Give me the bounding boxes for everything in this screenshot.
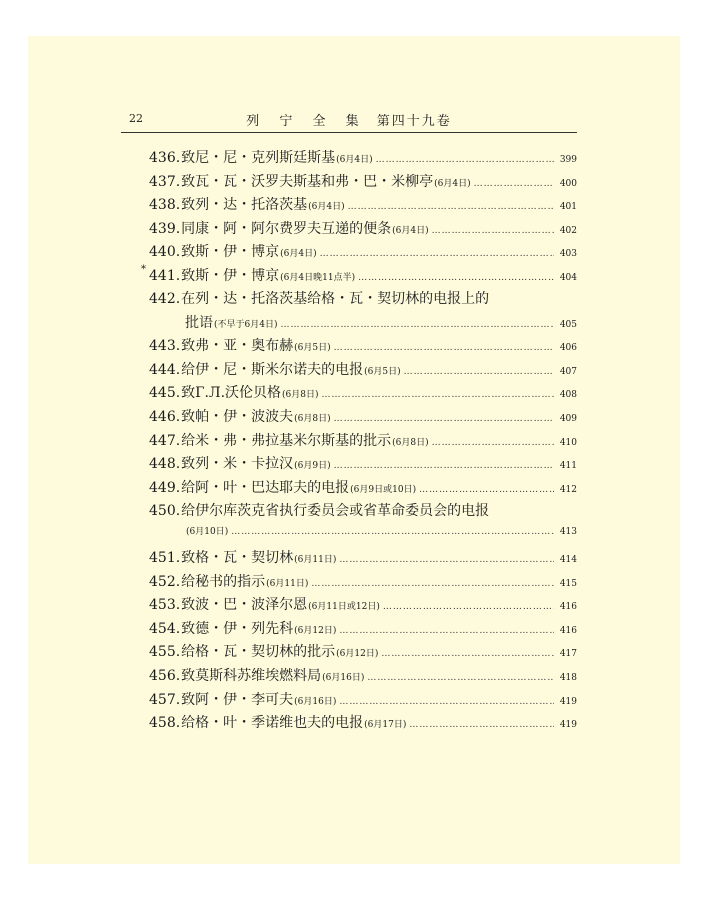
entry-number: 440.	[149, 244, 181, 261]
toc-entry	[121, 332, 577, 356]
toc-entry	[121, 403, 577, 427]
dot-leader	[419, 485, 554, 495]
book-title: 列 宁 全 集	[246, 114, 367, 129]
dot-leader	[334, 343, 554, 353]
entry-title: 致列・达・托洛茨基	[181, 197, 308, 214]
entry-title: 给伊・尼・斯米尔诺夫的电报	[181, 361, 364, 378]
entry-title: 致弗・亚・奥布赫	[181, 338, 294, 355]
entry-title: 同康・阿・阿尔费罗夫互递的便条	[181, 220, 392, 237]
entry-page-number: 408	[559, 390, 577, 401]
entry-date-note: (6月9日)	[294, 461, 331, 472]
toc-entry	[121, 191, 577, 215]
entry-date-note: (6月9日或10日)	[350, 484, 417, 495]
dot-leader	[339, 697, 554, 707]
entry-title: 给米・弗・弗拉基米尔斯基的批示	[181, 432, 392, 449]
entry-number: 450.	[149, 503, 181, 520]
entry-page-number: 416	[559, 625, 577, 636]
entry-date-note: (6月12日)	[294, 625, 337, 636]
dot-leader	[432, 226, 554, 236]
toc-entry	[121, 168, 577, 192]
entry-number: 455.	[149, 644, 181, 661]
entry-title: 致Г.Л.沃伦贝格	[181, 385, 282, 402]
toc-entry	[121, 356, 577, 380]
entry-number: 442.	[149, 291, 181, 308]
toc-entry	[121, 427, 577, 451]
entry-title: 致尼・尼・克列斯廷斯基	[181, 150, 336, 166]
entry-page-number: 405	[559, 319, 577, 330]
toc-entry	[121, 262, 577, 286]
entry-date-note: (6月16日)	[294, 696, 337, 707]
toc-entry	[121, 474, 577, 498]
entry-number: 446.	[149, 409, 181, 426]
page-number: 22	[129, 112, 143, 125]
dot-leader	[404, 367, 554, 377]
dot-leader	[381, 649, 554, 659]
dot-leader	[348, 202, 554, 212]
toc-entry	[121, 709, 577, 733]
toc-entry	[121, 662, 577, 686]
running-header	[121, 110, 577, 133]
entry-number: 449.	[149, 479, 181, 496]
entry-title: 在列・达・托洛茨基给格・瓦・契切林的电报上的	[181, 291, 490, 308]
entry-date-note: (6月17日)	[364, 720, 407, 731]
entry-title: 致斯・伊・博京	[181, 244, 280, 261]
toc-entry	[121, 450, 577, 474]
entry-title: 致波・巴・波泽尔恩	[181, 597, 308, 614]
toc-entry	[121, 144, 577, 168]
dot-leader	[334, 461, 554, 471]
entry-number: 438.	[149, 197, 181, 214]
dot-leader	[334, 414, 554, 424]
dot-leader	[339, 555, 554, 565]
entry-title: 致斯・伊・博京	[181, 267, 280, 284]
entry-date-note: (6月8日)	[294, 414, 331, 425]
entry-date-note: (6月8日)	[392, 437, 429, 448]
running-title	[121, 110, 577, 129]
toc-entry	[121, 497, 577, 521]
entry-title: 批语	[185, 314, 213, 331]
entry-title: 致帕・伊・波波夫	[181, 409, 294, 426]
toc-entry	[121, 309, 577, 333]
entry-number: 452.	[149, 573, 181, 590]
entry-page-number: 413	[559, 526, 577, 537]
entry-title: 致列・米・卡拉汉	[181, 456, 294, 473]
entry-number: 436.	[149, 150, 181, 166]
entry-number: 443.	[149, 338, 181, 355]
entry-title: 致莫斯科苏维埃燃料局	[181, 668, 322, 685]
entry-page-number: 411	[559, 461, 577, 472]
entry-date-note: (6月11日)	[294, 555, 337, 566]
entry-number: 457.	[149, 691, 181, 708]
entry-page-number: 419	[559, 720, 577, 731]
entry-title: 致阿・伊・李可夫	[181, 691, 294, 708]
dot-leader	[432, 438, 554, 448]
entry-number: 454.	[149, 620, 181, 637]
entry-date-note: (6月16日)	[322, 673, 365, 684]
dot-leader	[367, 673, 554, 683]
dot-leader	[409, 720, 554, 730]
entry-number: 444.	[149, 361, 181, 378]
dot-leader	[320, 249, 554, 259]
entry-page-number: 401	[559, 202, 577, 213]
toc-entry	[121, 544, 577, 568]
dot-leader	[311, 579, 554, 589]
dot-leader	[358, 273, 554, 283]
entry-title: 给阿・叶・巴达耶夫的电报	[181, 479, 350, 496]
entry-date-note: (6月5日)	[364, 366, 401, 377]
toc-entry	[121, 238, 577, 262]
dot-leader	[376, 155, 554, 165]
toc-entry	[121, 638, 577, 662]
entry-number: 458.	[149, 715, 181, 732]
entry-title: 给秘书的指示	[181, 573, 266, 590]
entry-page-number: 416	[559, 602, 577, 613]
entry-date-note: (6月4日)	[392, 225, 429, 236]
toc-entry	[121, 591, 577, 615]
entry-number: 445.	[149, 385, 181, 402]
entry-date-note: (6月11日)	[266, 578, 309, 589]
dot-leader	[474, 179, 554, 189]
entry-title: 致格・瓦・契切林	[181, 550, 294, 567]
entry-number: 441.	[149, 267, 181, 284]
table-of-contents	[121, 144, 577, 733]
dot-leader	[322, 390, 554, 400]
entry-number: 437.	[149, 173, 181, 190]
entry-date-note: (6月12日)	[336, 649, 379, 660]
entry-date-note: (6月11日或12日)	[308, 602, 380, 613]
entry-page-number: 406	[559, 343, 577, 354]
dot-leader	[231, 527, 554, 537]
entry-page-number: 407	[559, 366, 577, 377]
volume-label: 第四十九卷	[376, 114, 452, 129]
entry-page-number: 415	[559, 578, 577, 589]
entry-date-note: (6月4日晚11点半)	[280, 272, 356, 283]
entry-title: 致德・伊・列先科	[181, 620, 294, 637]
entry-title: 给格・叶・季诺维也夫的电报	[181, 715, 364, 732]
entry-page-number: 399	[559, 155, 577, 165]
toc-entry	[121, 285, 577, 309]
entry-page-number: 412	[559, 484, 577, 495]
toc-entry	[121, 379, 577, 403]
toc-entry	[121, 215, 577, 239]
toc-entry	[121, 521, 577, 545]
entry-page-number: 417	[559, 649, 577, 660]
entry-date-note: (6月4日)	[434, 178, 471, 189]
dot-leader	[280, 320, 554, 330]
entry-page-number: 403	[559, 249, 577, 260]
entry-title: 给伊尔库茨克省执行委员会或省革命委员会的电报	[181, 503, 490, 520]
entry-date-note: (6月8日)	[282, 390, 319, 401]
entry-title: 致瓦・瓦・沃罗夫斯基和弗・巴・米柳亭	[181, 173, 434, 190]
toc-entry	[121, 686, 577, 710]
entry-number: 453.	[149, 597, 181, 614]
entry-date-note: (6月5日)	[294, 343, 331, 354]
entry-number: 451.	[149, 550, 181, 567]
entry-page-number: 410	[559, 437, 577, 448]
entry-date-note: (6月4日)	[308, 202, 345, 213]
entry-date-note: (6月4日)	[280, 249, 317, 260]
entry-number: 439.	[149, 220, 181, 237]
entry-number: 456.	[149, 668, 181, 685]
entry-date-note: (6月10日)	[186, 526, 229, 537]
entry-page-number: 414	[559, 555, 577, 566]
entry-number: 447.	[149, 432, 181, 449]
asterisk-marker: *	[141, 263, 146, 275]
entry-date-note: (6月4日)	[336, 155, 373, 165]
entry-page-number: 402	[559, 225, 577, 236]
dot-leader	[383, 602, 554, 612]
entry-number: 448.	[149, 456, 181, 473]
entry-page-number: 404	[559, 272, 577, 283]
entry-title: 给格・瓦・契切林的批示	[181, 644, 336, 661]
entry-date-note: (不早于6月4日)	[214, 319, 278, 330]
dot-leader	[339, 626, 554, 636]
toc-entry	[121, 615, 577, 639]
entry-page-number: 400	[559, 178, 577, 189]
entry-page-number: 409	[559, 414, 577, 425]
entry-page-number: 418	[559, 673, 577, 684]
toc-entry	[121, 568, 577, 592]
entry-page-number: 419	[559, 696, 577, 707]
